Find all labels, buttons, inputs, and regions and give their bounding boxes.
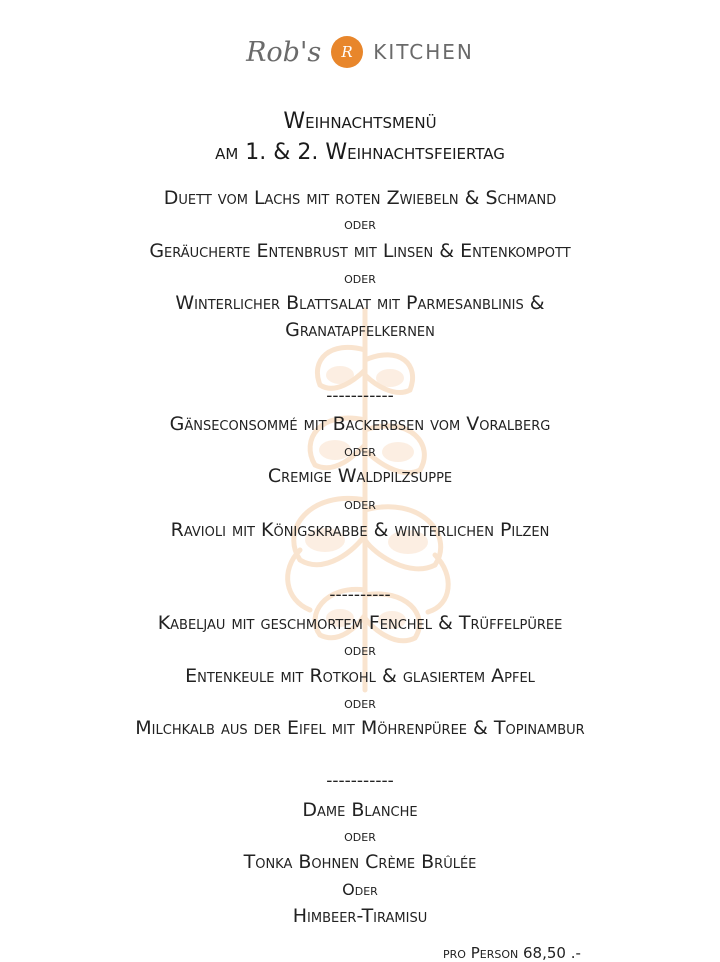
course2-dish2: Cremige Waldpilzsuppe	[267, 465, 453, 487]
brand-badge-letter: R	[341, 43, 353, 61]
course1-dish1: Duett vom Lachs mit roten Zwiebeln & Schmand	[163, 187, 557, 209]
course1-dish2: Geräucherte Entenbrust mit Linsen & Entenkompott	[149, 240, 571, 262]
course4-dish2: Tonka Bohnen Crème Brûlée	[243, 851, 477, 873]
brand-script-name: Rob's	[246, 36, 322, 68]
brand-word: KITCHEN	[373, 40, 474, 64]
course1-oder1: oder	[344, 214, 376, 233]
menu-subtitle: am 1. & 2. Weihnachtsfeiertag	[215, 140, 505, 165]
course3-dish2: Entenkeule mit Rotkohl & glasiertem Apfel	[185, 665, 535, 687]
course4-oder2: Oder	[342, 880, 378, 899]
course3-oder2: oder	[344, 693, 376, 712]
course4-oder1: oder	[344, 826, 376, 845]
price-per-person: pro Person 68,50 .-	[443, 944, 581, 962]
course-separator: -----------	[326, 386, 394, 406]
course4-dish3: Himbeer-Tiramisu	[292, 905, 428, 927]
course-separator: ----------	[329, 585, 391, 605]
brand-logo	[0, 32, 720, 72]
course2-dish1: Gänseconsommé mit Backerbsen vom Voralberg	[169, 413, 551, 435]
brand-badge-icon	[331, 36, 363, 68]
course2-oder2: oder	[344, 494, 376, 513]
course1-dish3-line2: Granatapfelkernen	[285, 319, 435, 341]
course3-oder1: oder	[344, 640, 376, 659]
course3-dish3: Milchkalb aus der Eifel mit Möhrenpüree & Topinambur	[135, 717, 585, 739]
menu-title: Weihnachtsmenü	[283, 109, 437, 134]
course1-oder2: oder	[344, 268, 376, 287]
course2-dish3: Ravioli mit Königskrabbe & winterlichen Pilzen	[170, 519, 550, 541]
course3-dish1: Kabeljau mit geschmortem Fenchel & Trüffelpüree	[157, 612, 563, 634]
course2-oder1: oder	[344, 441, 376, 460]
course4-dish1: Dame Blanche	[302, 799, 418, 821]
course1-dish3-line1: Winterlicher Blattsalat mit Parmesanblinis &	[175, 292, 545, 314]
course-separator: -----------	[326, 771, 394, 791]
